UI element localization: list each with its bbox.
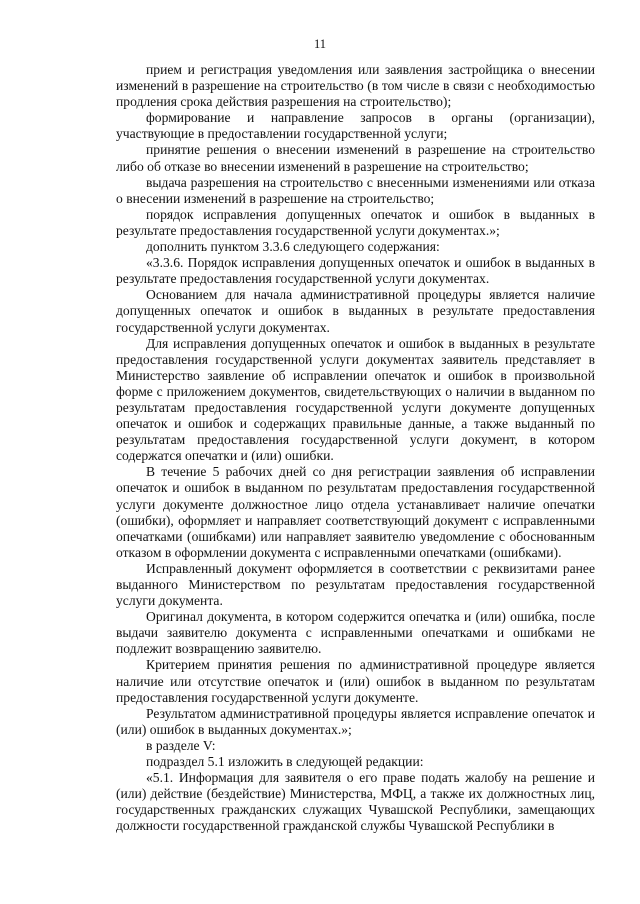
paragraph-procedure-result: Результатом административной процедуры является исправление опечаток и (или) ошибок в выданных документах.»; bbox=[116, 705, 595, 737]
paragraph-construction-permit-changes: прием и регистрация уведомления или заявления застройщика о внесении изменений в разрешение на строительство (в том числе в связи с необходимостью продления срока действия разрешения на строительство); bbox=[116, 62, 595, 110]
paragraph-clause-3-3-6-heading: «3.3.6. Порядок исправления допущенных опечаток и ошибок в выданных в результате предоставления государственной услуги документах. bbox=[116, 255, 595, 287]
paragraph-decision-criterion: Критерием принятия решения по административной процедуре является наличие или отсутствие опечаток и (или) ошибок в выданном по результатам предоставления государственной услуги документе. bbox=[116, 657, 595, 705]
document-body bbox=[116, 62, 595, 835]
paragraph-five-working-days: В течение 5 рабочих дней со дня регистрации заявления об исправлении опечаток и ошибок в выданном по результатам предоставления государственной услуги документе должностное лицо отдела устанавливает наличие опечатки (ошибки), оформляет и направляет соответствующий документ с исправленными опечатками (ошибками) или направляет заявителю уведомление с обоснованным отказом в оформлении документа с исправленными опечатками (ошибками). bbox=[116, 464, 595, 560]
paragraph-corrected-document-format: Исправленный документ оформляется в соответствии с реквизитами ранее выданного Министерством по результатам предоставления государственной услуги документа. bbox=[116, 560, 595, 609]
paragraph-decision-on-changes: принятие решения о внесении изменений в разрешение на строительство либо об отказе во внесении изменений в разрешение на строительство; bbox=[116, 142, 595, 174]
paragraph-original-not-returned: Оригинал документа, в котором содержится опечатка и (или) ошибка, после выдачи заявителю документа с исправленными опечатками и ошибками не подлежит возвращению заявителю. bbox=[116, 609, 595, 657]
paragraph-subsection-5-1-intro: подраздел 5.1 изложить в следующей редакции: bbox=[146, 754, 424, 770]
paragraph-application-submission: Для исправления допущенных опечаток и ошибок в выданных в результате предоставления государственной услуги документах заявитель представляет в Министерство заявление об исправлении опечаток и ошибок в произвольной форме с приложением документов, свидетельствующих о наличии в выданном по результатам предоставления государственной услуги документе допущенных опечаток и ошибок и содержащих правильные данные, а также выданный по результатам предоставления государственной услуги документ, в котором содержатся опечатки и (или) ошибки. bbox=[116, 335, 595, 464]
paragraph-add-clause-3-3-6: дополнить пунктом 3.3.6 следующего содержания: bbox=[146, 239, 440, 255]
paragraph-issuance-of-permit: выдача разрешения на строительство с внесенными изменениями или отказа о внесении изменений в разрешение на строительство; bbox=[116, 174, 595, 206]
paragraph-interagency-requests: формирование и направление запросов в органы (организации), участвующие в предоставлении государственной услуги; bbox=[116, 110, 595, 142]
paragraph-section-v: в разделе V: bbox=[146, 737, 216, 753]
paragraph-grounds-for-procedure: Основанием для начала административной процедуры является наличие допущенных опечаток и ошибок в выданных в результате предоставления государственной услуги документах. bbox=[116, 287, 595, 335]
paragraph-error-correction-procedure: порядок исправления допущенных опечаток и ошибок в выданных в результате предоставления государственной услуги документах.»; bbox=[116, 206, 595, 238]
paragraph-subsection-5-1-text: «5.1. Информация для заявителя о его праве подать жалобу на решение и (или) действие (бездействие) Министерства, МФЦ, а также их должностных лиц, государственных гражданских служащих Чувашской Республики, замещающих должности государственной гражданской службы Чувашской Республики в bbox=[116, 770, 595, 834]
page-number: 11 bbox=[313, 37, 327, 51]
